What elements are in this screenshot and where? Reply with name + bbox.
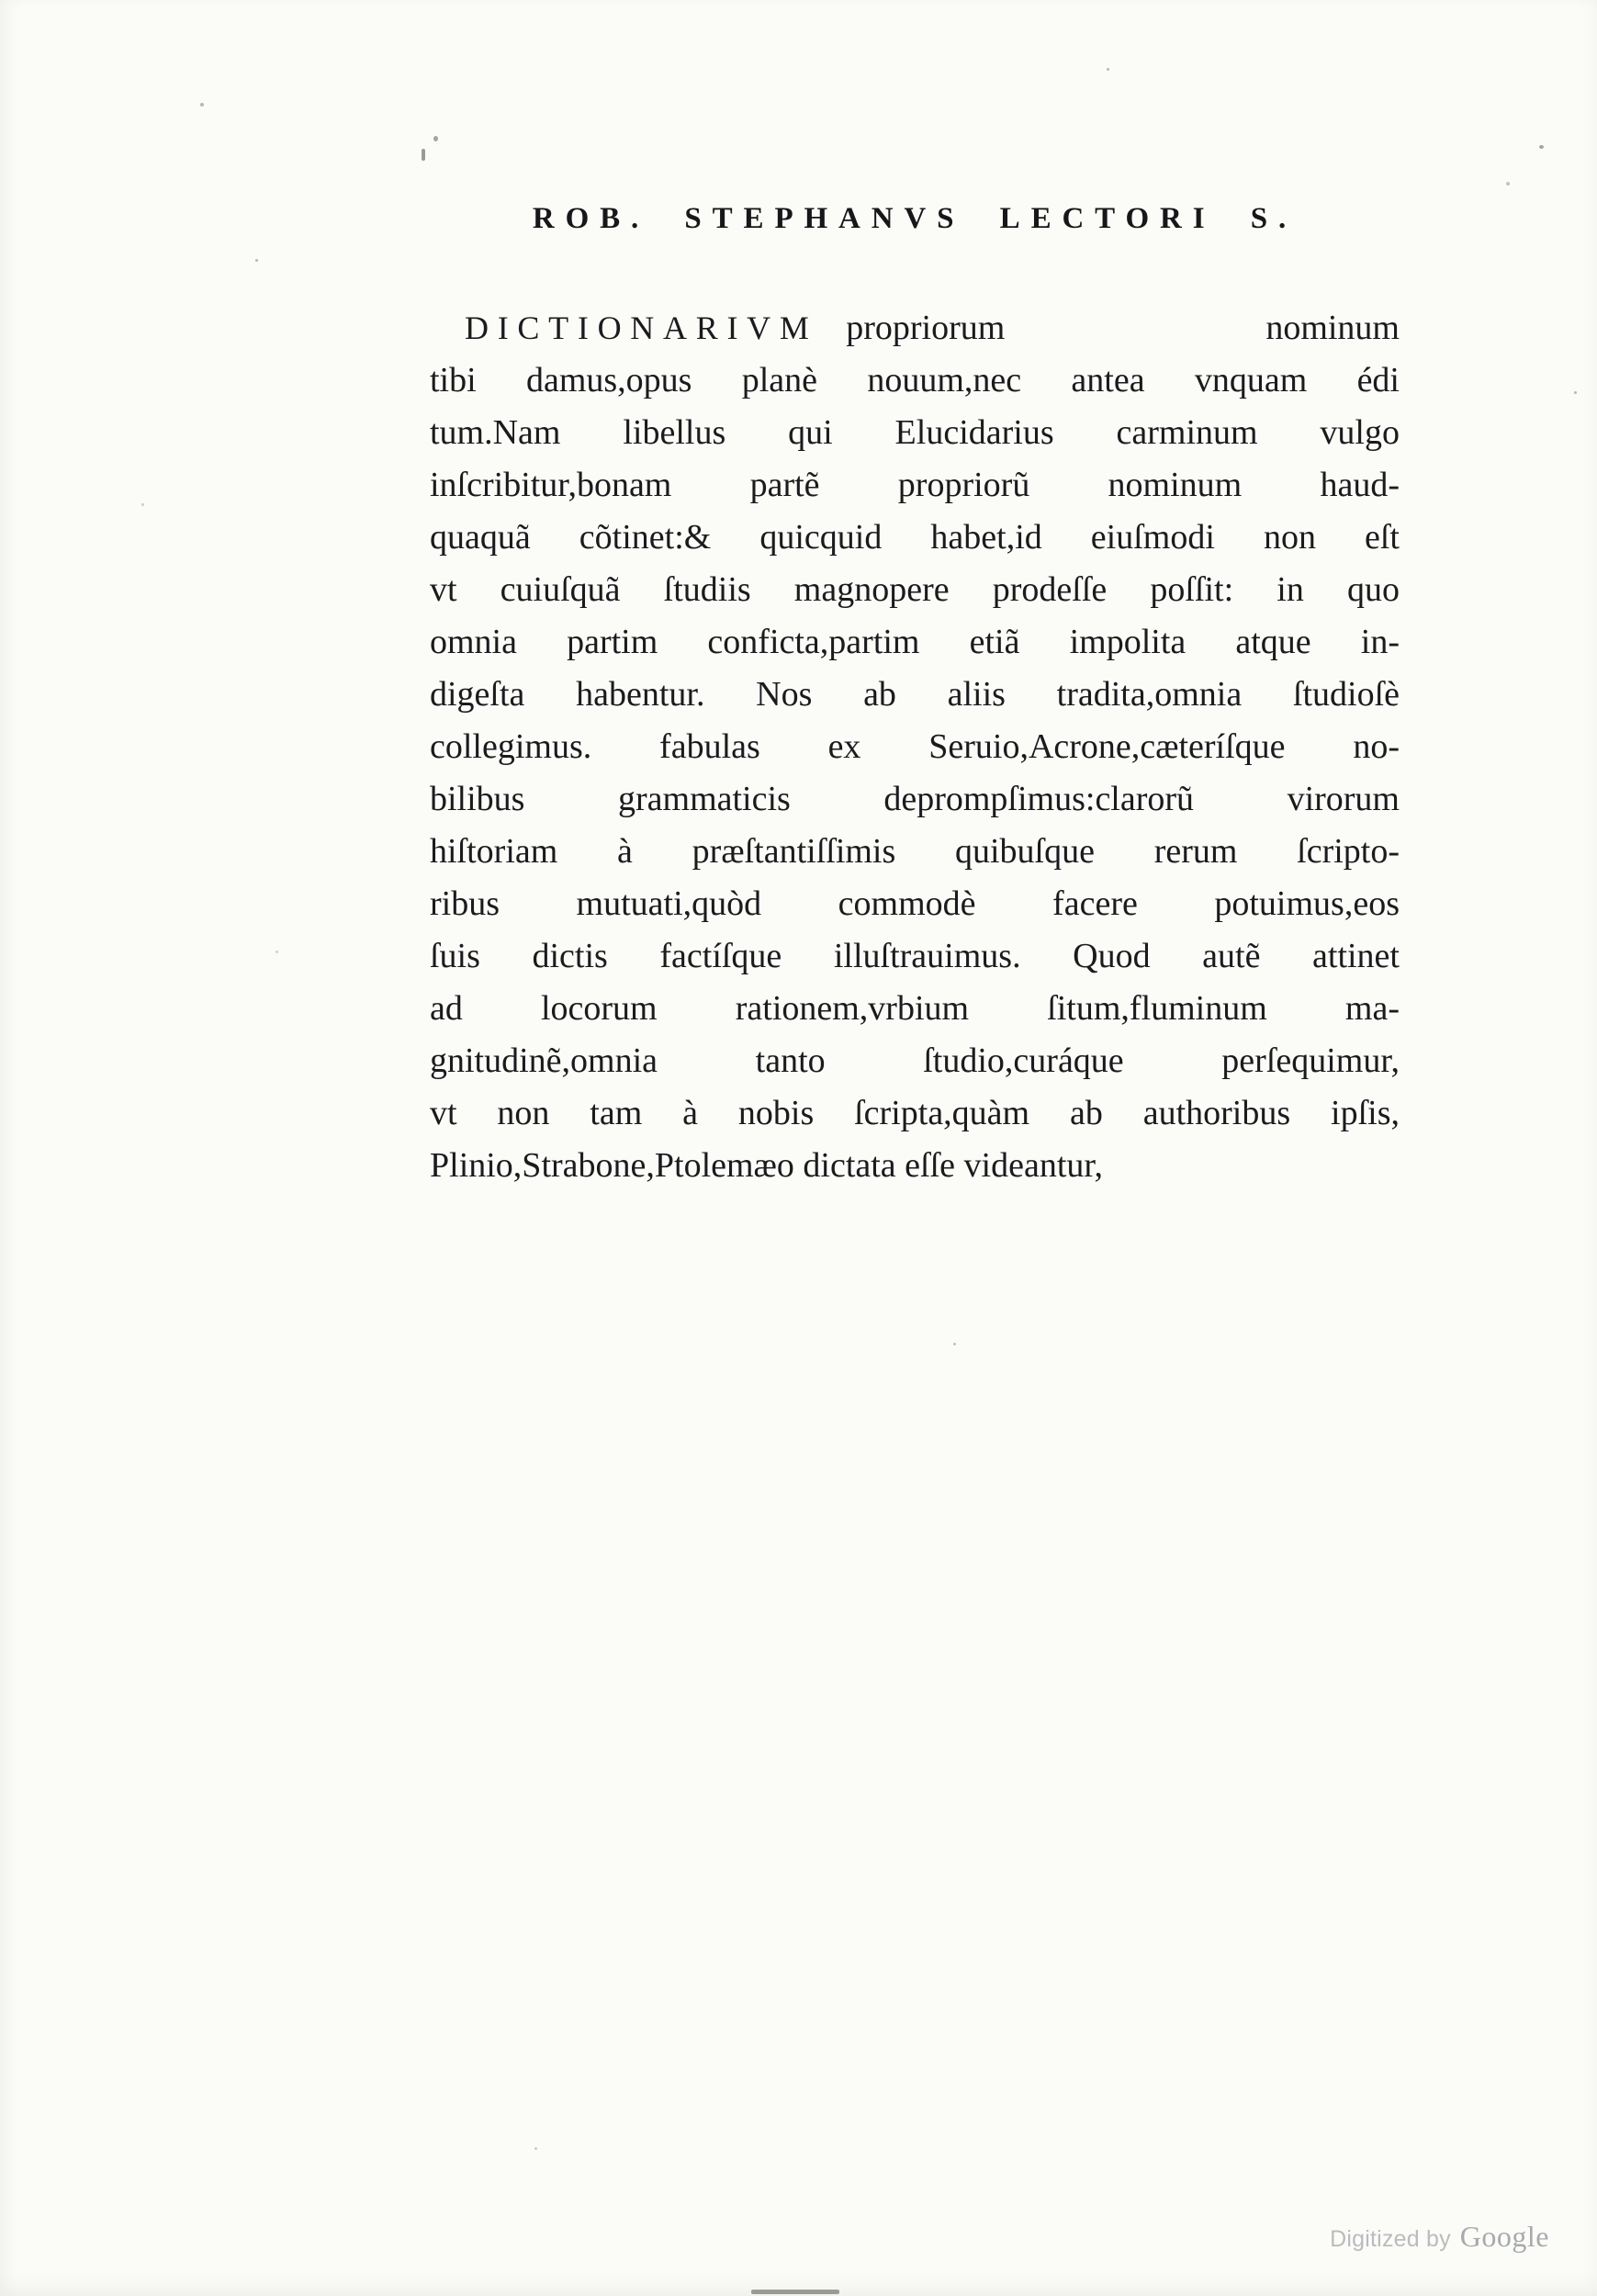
text-line: ad locorum rationem,vrbium ſitum,fluminum ma- [430, 989, 1400, 1028]
scan-speck [1574, 391, 1577, 394]
text-line: omnia partim conficta,partim etiã impolita atque in- [430, 623, 1400, 661]
text-line: vt cuiuſquã ſtudiis magnopere prodeſſe poſſit: in quo [430, 570, 1400, 609]
text-line: hiſtoriam à præſtantiſſimis quibuſque rerum ſcripto- [430, 832, 1400, 871]
text-line: quaquã cõtinet:& quicquid habet,id eiuſmodi non eſt [430, 518, 1400, 557]
scan-speck [1506, 182, 1510, 186]
scan-speck [1107, 68, 1109, 71]
text-line: digeſta habentur. Nos ab aliis tradita,omnia ſtudioſè [430, 675, 1400, 714]
text-line: collegimus. fabulas ex Seruio,Acrone,cæteríſque no- [430, 727, 1400, 766]
scan-speck [422, 149, 425, 161]
lead-word: DICTIONARIVM [465, 310, 818, 346]
text-line: vt non tam à nobis ſcripta,quàm ab authoribus ipſis, [430, 1094, 1400, 1132]
text-line: inſcribitur,bonam partẽ propriorũ nominum haud- [430, 466, 1400, 504]
google-watermark [1330, 2220, 1549, 2254]
text-line: ribus mutuati,quòd commodè facere potuimus,eos [430, 884, 1400, 923]
text-column [430, 202, 1400, 1192]
page-heading: ROB. STEPHANVS LECTORI S. [532, 202, 1298, 235]
text-line: tum.Nam libellus qui Elucidarius carminum vulgo [430, 413, 1400, 452]
scan-edge-artifact [751, 2290, 839, 2294]
text-line: ſuis dictis factíſque illuſtrauimus. Quod autẽ attinet [430, 937, 1400, 975]
text-line-rest: propriorum nominum [846, 309, 1400, 347]
paragraph-block [430, 302, 1400, 1192]
text-line: tibi damus,opus planè nouum,nec antea vnquam édi [430, 361, 1400, 400]
google-logo: Google [1459, 2220, 1549, 2253]
scan-speck [433, 136, 438, 141]
text-line: Plinio,Strabone,Ptolemæo dictata eſſe videantur, [430, 1146, 1104, 1185]
watermark-text: Digitized by [1330, 2226, 1451, 2252]
scan-speck [1539, 145, 1544, 149]
scan-speck [276, 951, 278, 953]
scan-speck [953, 1343, 956, 1345]
text-line: bilibus grammaticis deprompſimus:clarorũ virorum [430, 780, 1400, 818]
text-line: gnitudinẽ,omnia tanto ſtudio,curáque perſequimur, [430, 1041, 1400, 1080]
scan-speck [255, 259, 258, 262]
scan-speck [141, 503, 144, 506]
scan-speck [534, 2147, 537, 2150]
scan-speck [200, 103, 204, 107]
text-line [430, 302, 1400, 355]
